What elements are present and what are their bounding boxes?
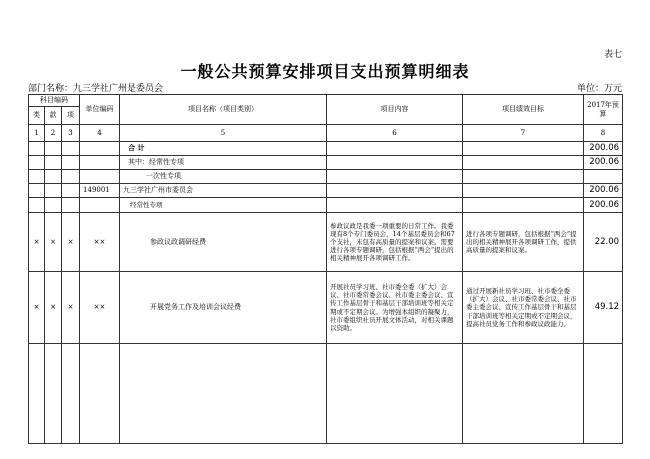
project-target-header: 项目绩效目标 xyxy=(463,95,584,125)
unit-name: 九三学社广州市委员会 xyxy=(120,184,327,198)
item-content: 开展社员学习班、社市委全委（扩大）会议、社市委常委会议、社市委主委会议、宣传工作基层骨干和基层干部培训班等相关定期或不定期会议。为增强本组织的凝聚力，社市委组织社员开展文体活动，对相关课题以资助。 xyxy=(327,272,463,344)
column-number-row xyxy=(29,125,623,142)
recurring-value: 200.06 xyxy=(584,156,623,170)
col-number: 6 xyxy=(327,125,463,142)
department-name: 部门名称：九三学社广州是委员会 xyxy=(28,84,164,94)
empty-row xyxy=(29,344,623,444)
table-row xyxy=(29,213,623,272)
unit-code: 149001 xyxy=(80,184,120,198)
table-number: 表七 xyxy=(603,50,622,60)
subject-code-header: 科目编码 xyxy=(29,95,80,107)
item-code: ×× xyxy=(80,272,120,344)
item-xiang: × xyxy=(62,272,80,344)
one-time-value xyxy=(584,170,623,184)
unit-label: 单位：万元 xyxy=(576,84,622,94)
recurring-label: 其中：经常性专项 xyxy=(120,156,327,170)
item-kuan: × xyxy=(45,272,62,344)
one-time-label: 一次性专项 xyxy=(120,170,327,184)
item-value: 22.00 xyxy=(584,213,623,272)
item-name: 参政议政调研经费 xyxy=(120,213,327,272)
item-code: ×× xyxy=(80,213,120,272)
total-label: 合 计 xyxy=(120,142,327,156)
budget-header: 2017年预算 xyxy=(584,95,623,125)
col-number: 4 xyxy=(80,125,120,142)
unit-row xyxy=(29,184,623,198)
item-name: 开展党务工作及培训会议经费 xyxy=(120,272,327,344)
project-name-header: 项目名称（项目类别） xyxy=(120,95,327,125)
kuan-header: 款 xyxy=(45,107,62,125)
col-number: 2 xyxy=(45,125,62,142)
item-xiang: × xyxy=(62,213,80,272)
unit-recurring-value: 200.06 xyxy=(584,198,623,213)
col-number: 8 xyxy=(584,125,623,142)
item-value: 49.12 xyxy=(584,272,623,344)
col-number: 5 xyxy=(120,125,327,142)
header-row-1 xyxy=(29,95,623,107)
page-title: 一般公共预算安排项目支出预算明细表 xyxy=(180,62,470,81)
total-value: 200.06 xyxy=(584,142,623,156)
unit-recurring-row xyxy=(29,198,623,213)
table-row xyxy=(29,272,623,344)
item-kuan: × xyxy=(45,213,62,272)
budget-table xyxy=(28,94,623,444)
col-number: 7 xyxy=(463,125,584,142)
unit-recurring-label: 经常性专项 xyxy=(120,198,327,213)
unit-code-header: 单位编码 xyxy=(80,95,120,125)
item-target: 通过开展新社员学习班、社市委全委（扩大）会议、社市委常委会议、社市委主委会议、宣传工作基层骨干和基层干部培训班等相关定期或不定期会议，提高社员党务工作和参政议政能力。 xyxy=(463,272,584,344)
unit-value: 200.06 xyxy=(584,184,623,198)
one-time-row xyxy=(29,170,623,184)
col-number: 3 xyxy=(62,125,80,142)
col-number: 1 xyxy=(29,125,45,142)
recurring-row xyxy=(29,156,623,170)
xiang-header: 项 xyxy=(62,107,80,125)
project-content-header: 项目内容 xyxy=(327,95,463,125)
item-lei: × xyxy=(29,213,45,272)
total-row xyxy=(29,142,623,156)
item-target: 进行各项专题调研，包括根据“两会”提出的相关精神展开各项调研工作，提供高质量的提案和议案。 xyxy=(463,213,584,272)
lei-header: 类 xyxy=(29,107,45,125)
item-content: 参政议政是我委一项重要的日常工作。我委现有8个专门委员会，14个基层委员会和67个支社，未包有高质量的提案和议案。需要进行各项专题调研，包括根据“两会”提出的相关精神展开各项调研工作。 xyxy=(327,213,463,272)
item-lei: × xyxy=(29,272,45,344)
